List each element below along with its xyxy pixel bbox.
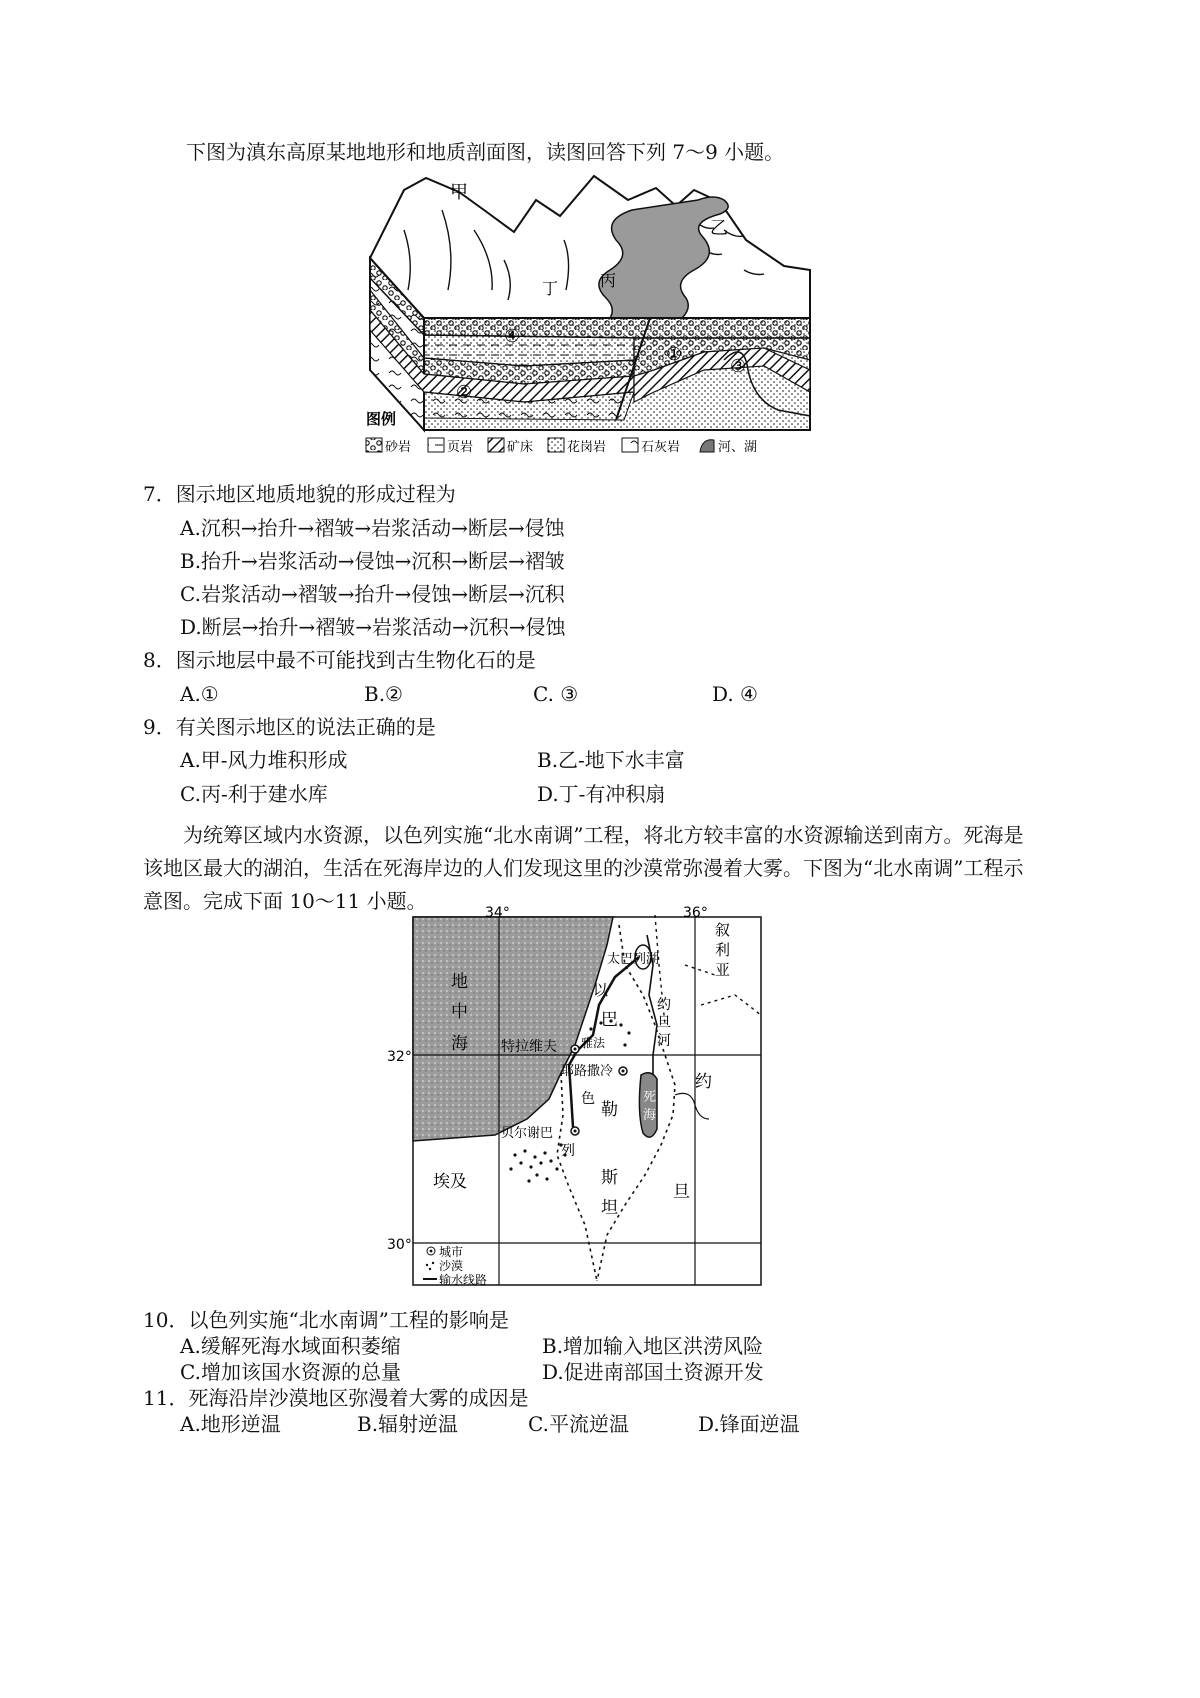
q11-option-a[interactable]: A.地形逆温: [180, 1412, 281, 1436]
geological-section-figure: [364, 170, 816, 460]
label-israel-7: 坦: [601, 1198, 618, 1218]
label-layer-4: ④: [504, 326, 521, 347]
legend-sandstone: 砂岩: [385, 440, 412, 455]
q8-option-c[interactable]: C. ③: [533, 682, 579, 706]
label-med-2: 中: [451, 1002, 468, 1022]
label-syria-2: 利: [715, 941, 731, 959]
label-israel-6: 斯: [601, 1168, 618, 1188]
legend-river-lake: 河、湖: [718, 440, 758, 455]
label-jordan-1: 约: [695, 1072, 712, 1092]
legend-water-line: 输水线路: [439, 1273, 488, 1287]
legend-granite: 花岗岩: [567, 440, 607, 455]
label-bing: 丙: [600, 271, 617, 290]
label-beersheba: 贝尔谢巴: [501, 1126, 554, 1141]
q8-option-d[interactable]: D. ④: [712, 682, 758, 706]
q11-stem: 11．死海沿岸沙漠地区弥漫着大雾的成因是: [143, 1386, 529, 1410]
q11-option-c[interactable]: C.平流逆温: [528, 1412, 629, 1436]
label-layer-2: ②: [456, 382, 473, 403]
q9-option-d[interactable]: D.丁-有冲积扇: [537, 782, 666, 806]
label-tiberias: 太巴列湖: [607, 952, 660, 967]
label-tel-aviv: 特拉维夫: [501, 1039, 557, 1055]
q10-option-d[interactable]: D.促进南部国土资源开发: [542, 1360, 764, 1384]
legend-desert: 沙漠: [439, 1259, 464, 1273]
lon-36: 36°: [683, 905, 708, 921]
q8-stem: 8．图示地层中最不可能找到古生物化石的是: [143, 648, 536, 672]
israel-water-map: [385, 905, 767, 1287]
label-jordan-river-2: 旦: [657, 1015, 671, 1031]
label-egypt: 埃及: [433, 1172, 467, 1192]
label-dead-sea-2: 海: [643, 1108, 657, 1123]
label-layer-3: ③: [730, 356, 747, 377]
q9-option-c[interactable]: C.丙-利于建水库: [180, 782, 328, 806]
q10-option-b[interactable]: B.增加输入地区洪涝风险: [542, 1334, 764, 1358]
legend-title: 图例: [366, 410, 397, 428]
q9-stem: 9．有关图示地区的说法正确的是: [143, 715, 436, 739]
lat-30: 30°: [387, 1237, 412, 1253]
label-jordan-river-3: 河: [657, 1033, 671, 1049]
mountain-surface: [370, 176, 810, 318]
label-layer-1: ①: [666, 344, 683, 365]
lat-32: 32°: [387, 1049, 412, 1065]
q7-option-b[interactable]: B.抬升→岩浆活动→侵蚀→沉积→断层→褶皱: [180, 549, 565, 573]
label-jaffa: 雅法: [581, 1036, 606, 1050]
q9-option-b[interactable]: B.乙-地下水丰富: [537, 748, 685, 772]
label-med-1: 地: [451, 972, 468, 992]
intro-text-2: 为统筹区域内水资源，以色列实施“北水南调”工程，将北方较丰富的水资源输送到南方。死海是该地区最大的湖泊，生活在死海岸边的人们发现这里的沙漠常弥漫着大雾。下图为“北水南调”工程示意图。完成下面 10～11 小题。: [143, 823, 1024, 913]
legend-ore: 矿床: [507, 440, 534, 455]
legend-city: 城市: [439, 1245, 464, 1259]
intro-text-1: 下图为滇东高原某地地形和地质剖面图，读图回答下列 7～9 小题。: [186, 140, 785, 164]
q11-option-d[interactable]: D.锋面逆温: [698, 1412, 800, 1436]
label-israel-2: 巴: [601, 1010, 618, 1030]
label-israel-5: 列: [561, 1143, 575, 1159]
legend-limestone: 石灰岩: [641, 440, 681, 455]
q7-option-d[interactable]: D.断层→抬升→褶皱→岩浆活动→沉积→侵蚀: [180, 615, 566, 639]
q10-option-c[interactable]: C.增加该国水资源的总量: [180, 1360, 401, 1384]
q8-option-b[interactable]: B.②: [364, 682, 403, 706]
figure1-legend: [366, 438, 757, 455]
label-ding: 丁: [542, 279, 559, 298]
q10-option-a[interactable]: A.缓解死海水域面积萎缩: [180, 1334, 401, 1358]
legend-shale: 页岩: [447, 440, 474, 455]
label-israel-3: 色: [581, 1091, 595, 1107]
label-israel-4: 勒: [601, 1100, 618, 1120]
label-jordan-river-1: 约: [657, 997, 671, 1013]
label-jerusalem: 耶路撒冷: [561, 1064, 614, 1079]
q10-stem: 10．以色列实施“北水南调”工程的影响是: [143, 1308, 509, 1332]
label-israel-1: 以: [593, 981, 609, 999]
q9-option-a[interactable]: A.甲-风力堆积形成: [180, 748, 348, 772]
q8-option-a[interactable]: A.①: [180, 682, 219, 706]
label-syria-3: 亚: [715, 961, 731, 979]
label-jordan-2: 旦: [673, 1182, 690, 1202]
label-med-3: 海: [451, 1034, 468, 1054]
label-dead-sea-1: 死: [643, 1090, 657, 1105]
label-syria-1: 叙: [715, 921, 731, 939]
label-yi: 乙: [710, 218, 728, 239]
q7-option-a[interactable]: A.沉积→抬升→褶皱→岩浆活动→断层→侵蚀: [180, 516, 565, 540]
q7-option-c[interactable]: C.岩浆活动→褶皱→抬升→侵蚀→断层→沉积: [180, 582, 565, 606]
q7-stem: 7．图示地区地质地貌的形成过程为: [143, 482, 456, 506]
label-jia: 甲: [450, 182, 468, 203]
q11-option-b[interactable]: B.辐射逆温: [357, 1412, 459, 1436]
lon-34: 34°: [485, 905, 510, 921]
